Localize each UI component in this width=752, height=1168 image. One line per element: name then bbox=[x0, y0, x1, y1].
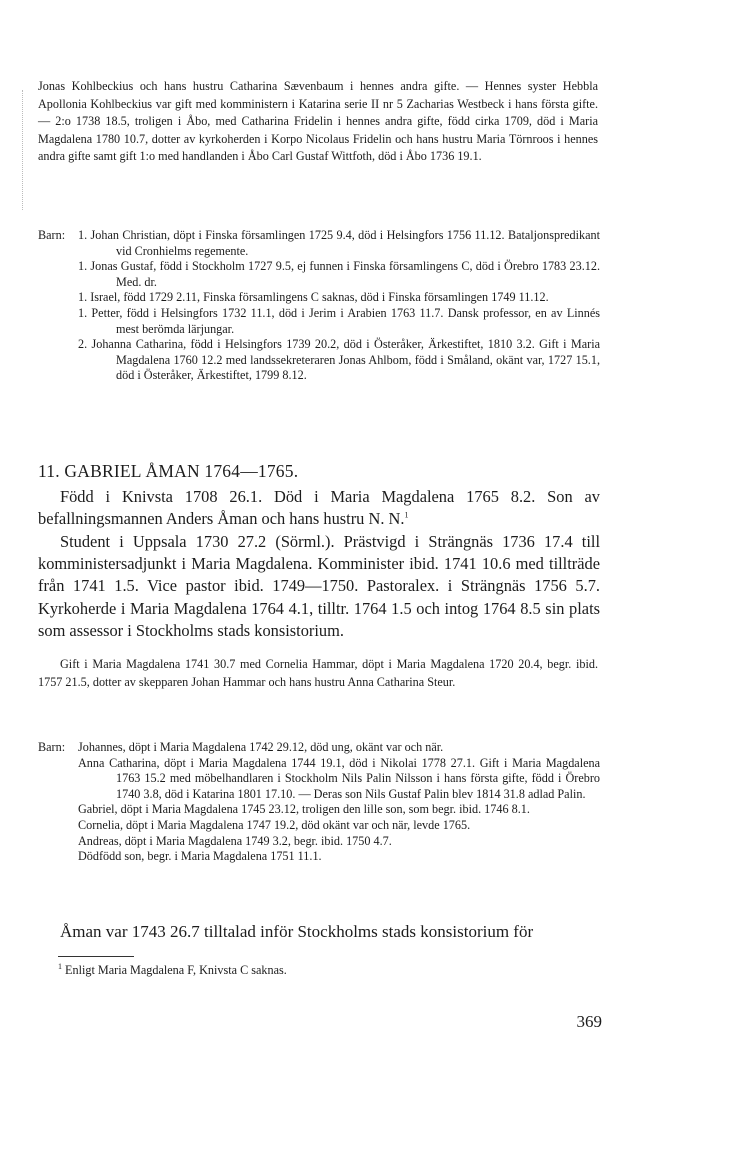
child-entry: Cornelia, döpt i Maria Magdalena 1747 19.2, död okänt var och när, levde 1765. bbox=[78, 817, 471, 832]
birth-text: Född i Knivsta 1708 26.1. Död i Maria Magdalena 1765 8.2. Son av befallningsmannen Anders Åman och hans hustru N. N. bbox=[38, 487, 600, 529]
child-entry: Gabriel, döpt i Maria Magdalena 1745 23.12, troligen den lille son, som begr. ibid. 1746 8.1. bbox=[78, 802, 530, 817]
children-list-second bbox=[38, 740, 600, 865]
birth-paragraph bbox=[38, 486, 600, 530]
child-entry: Johannes, döpt i Maria Magdalena 1742 29.12, död ung, okänt var och när. bbox=[78, 740, 444, 754]
children-row bbox=[38, 756, 600, 803]
child-entry: 1. Johan Christian, döpt i Finska församlingen 1725 9.4, död i Helsingfors 1756 11.12. Bataljonspredikant vid Cronhielms regemente. bbox=[78, 228, 600, 258]
page-number: 369 bbox=[576, 1012, 602, 1031]
child-entry: 1. Israel, född 1729 2.11, Finska församlingens C saknas, död i Finska församlingen 1749 11.12. bbox=[78, 290, 549, 305]
barn-label: Barn: bbox=[38, 228, 66, 242]
children-row bbox=[38, 337, 600, 384]
barn-label: Barn: bbox=[38, 740, 66, 754]
child-entry: Anna Catharina, döpt i Maria Magdalena 1744 19.1, död i Nikolai 1778 27.1. Gift i Maria Magdalena 1763 15.2 med möbelhandlaren i Stockholm Nils Palin Nilsson i hans första gifte, född i Örebro 1740 3.8, död i Katarina 1801 17.10. — Deras son Nils Gustaf Palin blev 1814 31.8 adlad Palin. bbox=[78, 755, 600, 801]
intro-paragraph: Jonas Kohlbeckius och hans hustru Catharina Sævenbaum i hennes andra gifte. — Hennes syster Hebbla Apollonia Kohlbeckius var gift med komministern i Katarina serie II nr 5 Zacharias Westbeck i hans första gifte. — 2:o 1738 18.5, troligen i Åbo, med Catharina Fridelin i hennes andra gifte, född cirka 1709, död i Maria Magdalena 1780 10.7, dotter av kyrkoherden i Korpo Nicolaus Fridelin och hans hustru Maria Törnroos i hennes andra gifte samt gift 1:o med handlanden i Åbo Carl Gustaf Wittfoth, död i Åbo 1736 19.1. bbox=[38, 79, 598, 164]
career-paragraph: Student i Uppsala 1730 27.2 (Sörml.). Prästvigd i Strängnäs 1736 17.4 till komministersadjunkt i Maria Magdalena. Komminister ibid. 1741 10.6 med tillträde från 1741 1.5. Vice pastor ibid. 1749—1750. Pastoralex. i Strängnäs 1756 5.7. Kyrkoherde i Maria Magdalena 1764 4.1, tilltr. 1764 1.5 och intog 1764 8.5 sin plats som assessor i Stockholms stads konsistorium. bbox=[38, 532, 600, 640]
children-row bbox=[38, 306, 600, 337]
children-row bbox=[38, 802, 600, 818]
children-row bbox=[38, 228, 600, 259]
closing-line: Åman var 1743 26.7 tilltalad inför Stockholms stads konsistorium för bbox=[60, 922, 534, 941]
footnote bbox=[58, 962, 598, 978]
child-entry: 1. Petter, född i Helsingfors 1732 11.1, död i Jerim i Arabien 1763 11.7. Dansk professor, en av Linnés mest berömda lärjungar. bbox=[78, 305, 600, 336]
footnote-divider bbox=[58, 956, 134, 957]
children-row bbox=[38, 849, 600, 865]
marriage-paragraph: Gift i Maria Magdalena 1741 30.7 med Cornelia Hammar, döpt i Maria Magdalena 1720 20.4, begr. ibid. 1757 21.5, dotter av skepparen Johan Hammar och hans hustru Anna Catharina Steur. bbox=[38, 657, 598, 689]
child-entry: 2. Johanna Catharina, född i Helsingfors 1739 20.2, död i Österåker, Ärkestiftet, 1810 3.2. Gift i Maria Magdalena 1760 12.2 med landssekreteraren Jonas Ahlbom, född i Småland, okänt var, 1727 15.1, död i Österåker, Ärkestiftet, 1799 8.12. bbox=[78, 337, 600, 383]
child-entry: Dödfödd son, begr. i Maria Magdalena 1751 11.1. bbox=[78, 849, 322, 864]
margin-mark bbox=[22, 90, 23, 210]
children-row bbox=[38, 290, 600, 306]
children-row bbox=[38, 259, 600, 290]
footnote-text: Enligt Maria Magdalena F, Knivsta C saknas. bbox=[65, 963, 287, 977]
footnote-marker: 1 bbox=[58, 961, 62, 971]
child-entry: 1. Jonas Gustaf, född i Stockholm 1727 9.5, ej funnen i Finska församlingens C, död i Örebro 1783 23.12. Med. dr. bbox=[78, 259, 600, 289]
children-list-first bbox=[38, 228, 600, 384]
child-entry: Andreas, döpt i Maria Magdalena 1749 3.2, begr. ibid. 1750 4.7. bbox=[78, 833, 392, 848]
footnote-ref: 1 bbox=[404, 510, 409, 520]
children-row bbox=[38, 740, 600, 756]
section-heading: 11. GABRIEL ÅMAN 1764—1765. bbox=[38, 461, 299, 481]
children-row bbox=[38, 834, 600, 850]
children-row bbox=[38, 818, 600, 834]
